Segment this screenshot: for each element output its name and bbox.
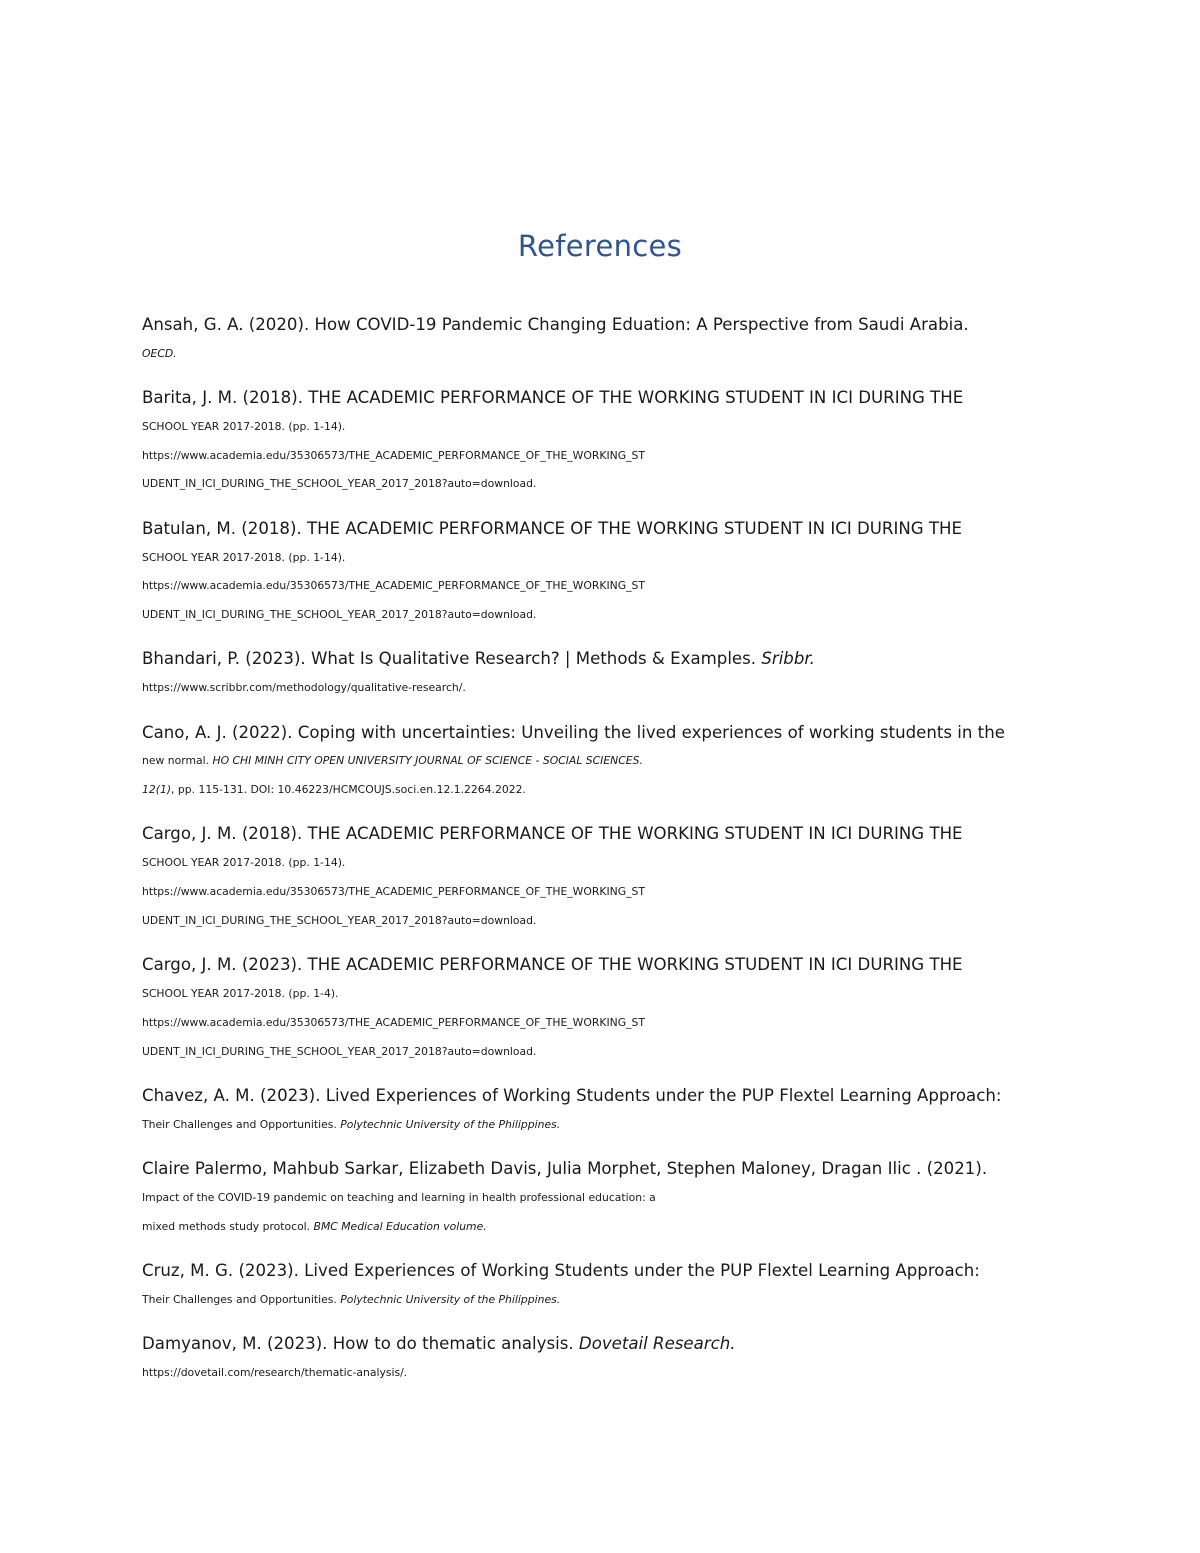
- reference-text: SCHOOL YEAR 2017-2018. (pp. 1-14).: [142, 550, 346, 564]
- reference-italic-text: HO CHI MINH CITY OPEN UNIVERSITY JOURNAL OF SCIENCE - SOCIAL SCIENCES.: [212, 754, 643, 768]
- reference-entry: [142, 1155, 1062, 1241]
- reference-line: [142, 442, 1062, 471]
- reference-entry: [142, 1330, 1062, 1388]
- reference-line: [142, 1257, 1062, 1286]
- reference-text: Claire Palermo, Mahbub Sarkar, Elizabeth Davis, Julia Morphet, Stephen Maloney, Dragan Ilic . (2021).: [142, 1158, 988, 1178]
- reference-line: [142, 601, 1062, 630]
- reference-italic-text: Polytechnic University of the Philippines.: [340, 1292, 561, 1306]
- reference-line: [142, 544, 1062, 573]
- reference-line: [142, 340, 1062, 369]
- reference-text: https://www.academia.edu/35306573/THE_ACADEMIC_PERFORMANCE_OF_THE_WORKING_ST: [142, 448, 645, 462]
- reference-line: [142, 515, 1062, 544]
- reference-line: [142, 1184, 1062, 1213]
- reference-entry: [142, 384, 1062, 499]
- reference-line: [142, 311, 1062, 340]
- reference-line: [142, 820, 1062, 849]
- reference-line: [142, 951, 1062, 980]
- reference-text: UDENT_IN_ICI_DURING_THE_SCHOOL_YEAR_2017_2018?auto=download.: [142, 1044, 537, 1058]
- reference-text: https://www.academia.edu/35306573/THE_ACADEMIC_PERFORMANCE_OF_THE_WORKING_ST: [142, 885, 645, 899]
- reference-line: [142, 1286, 1062, 1315]
- reference-italic-text: 12(1): [142, 783, 172, 797]
- reference-text: Impact of the COVID-19 pandemic on teaching and learning in health professional education: a: [142, 1190, 656, 1204]
- reference-entry: [142, 1257, 1062, 1315]
- reference-text: https://www.academia.edu/35306573/THE_ACADEMIC_PERFORMANCE_OF_THE_WORKING_ST: [142, 579, 645, 593]
- reference-text: Barita, J. M. (2018). THE ACADEMIC PERFORMANCE OF THE WORKING STUDENT IN ICI DURING THE: [142, 388, 964, 408]
- reference-text: UDENT_IN_ICI_DURING_THE_SCHOOL_YEAR_2017_2018?auto=download.: [142, 608, 537, 622]
- reference-text: Chavez, A. M. (2023). Lived Experiences of Working Students under the PUP Flextel Learning Approach:: [142, 1085, 1002, 1105]
- reference-text: SCHOOL YEAR 2017-2018. (pp. 1-14).: [142, 856, 346, 870]
- reference-italic-text: Dovetail Research.: [578, 1333, 736, 1353]
- reference-text: Cargo, J. M. (2018). THE ACADEMIC PERFORMANCE OF THE WORKING STUDENT IN ICI DURING THE: [142, 824, 963, 844]
- reference-line: [142, 878, 1062, 907]
- reference-line: [142, 572, 1062, 601]
- reference-line: [142, 1038, 1062, 1067]
- reference-line: [142, 1155, 1062, 1184]
- reference-text: Batulan, M. (2018). THE ACADEMIC PERFORMANCE OF THE WORKING STUDENT IN ICI DURING THE: [142, 518, 962, 538]
- reference-text: Damyanov, M. (2023). How to do thematic analysis.: [142, 1333, 579, 1353]
- reference-text: mixed methods study protocol.: [142, 1219, 314, 1233]
- reference-text: https://www.scribbr.com/methodology/qualitative-research/.: [142, 681, 466, 695]
- reference-line: [142, 413, 1062, 442]
- reference-text: UDENT_IN_ICI_DURING_THE_SCHOOL_YEAR_2017_2018?auto=download.: [142, 913, 537, 927]
- reference-text: Cano, A. J. (2022). Coping with uncertainties: Unveiling the lived experiences of working students in the: [142, 722, 1005, 742]
- reference-text: SCHOOL YEAR 2017-2018. (pp. 1-4).: [142, 986, 339, 1000]
- reference-line: [142, 1359, 1062, 1388]
- reference-italic-text: Sribbr.: [761, 649, 815, 669]
- reference-text: , pp. 115-131. DOI: 10.46223/HCMCOUJS.soci.en.12.1.2264.2022.: [171, 783, 526, 797]
- reference-line: [142, 1330, 1062, 1359]
- reference-line: [142, 470, 1062, 499]
- reference-text: UDENT_IN_ICI_DURING_THE_SCHOOL_YEAR_2017_2018?auto=download.: [142, 477, 537, 491]
- reference-entry: [142, 951, 1062, 1066]
- reference-text: new normal.: [142, 754, 213, 768]
- reference-list: [142, 311, 1062, 1403]
- reference-entry: [142, 719, 1062, 805]
- reference-entry: [142, 515, 1062, 630]
- reference-text: Their Challenges and Opportunities.: [142, 1117, 341, 1131]
- reference-line: [142, 747, 1062, 776]
- reference-line: [142, 1111, 1062, 1140]
- reference-line: [142, 719, 1062, 748]
- reference-line: [142, 776, 1062, 805]
- reference-italic-text: OECD.: [142, 346, 177, 360]
- reference-entry: [142, 820, 1062, 935]
- reference-line: [142, 674, 1062, 703]
- reference-line: [142, 1082, 1062, 1111]
- reference-entry: [142, 645, 1062, 703]
- reference-text: Cargo, J. M. (2023). THE ACADEMIC PERFORMANCE OF THE WORKING STUDENT IN ICI DURING THE: [142, 955, 963, 975]
- reference-text: Bhandari, P. (2023). What Is Qualitative Research? | Methods & Examples.: [142, 649, 762, 669]
- reference-line: [142, 384, 1062, 413]
- page-title: References: [517, 229, 683, 263]
- reference-line: [142, 849, 1062, 878]
- reference-italic-text: Polytechnic University of the Philippines.: [340, 1117, 561, 1131]
- reference-line: [142, 907, 1062, 936]
- reference-italic-text: BMC Medical Education volume.: [313, 1219, 487, 1233]
- reference-text: SCHOOL YEAR 2017-2018. (pp. 1-14).: [142, 419, 346, 433]
- reference-text: https://www.academia.edu/35306573/THE_ACADEMIC_PERFORMANCE_OF_THE_WORKING_ST: [142, 1015, 645, 1029]
- reference-text: https://dovetail.com/research/thematic-analysis/.: [142, 1365, 408, 1379]
- reference-entry: [142, 1082, 1062, 1140]
- reference-text: Cruz, M. G. (2023). Lived Experiences of Working Students under the PUP Flextel Learning Approach:: [142, 1260, 980, 1280]
- reference-entry: [142, 311, 1062, 369]
- reference-text: Ansah, G. A. (2020). How COVID-19 Pandemic Changing Eduation: A Perspective from Saudi Arabia.: [142, 315, 969, 334]
- reference-line: [142, 1213, 1062, 1242]
- reference-line: [142, 980, 1062, 1009]
- reference-line: [142, 1009, 1062, 1038]
- reference-text: Their Challenges and Opportunities.: [142, 1292, 341, 1306]
- reference-line: [142, 645, 1062, 674]
